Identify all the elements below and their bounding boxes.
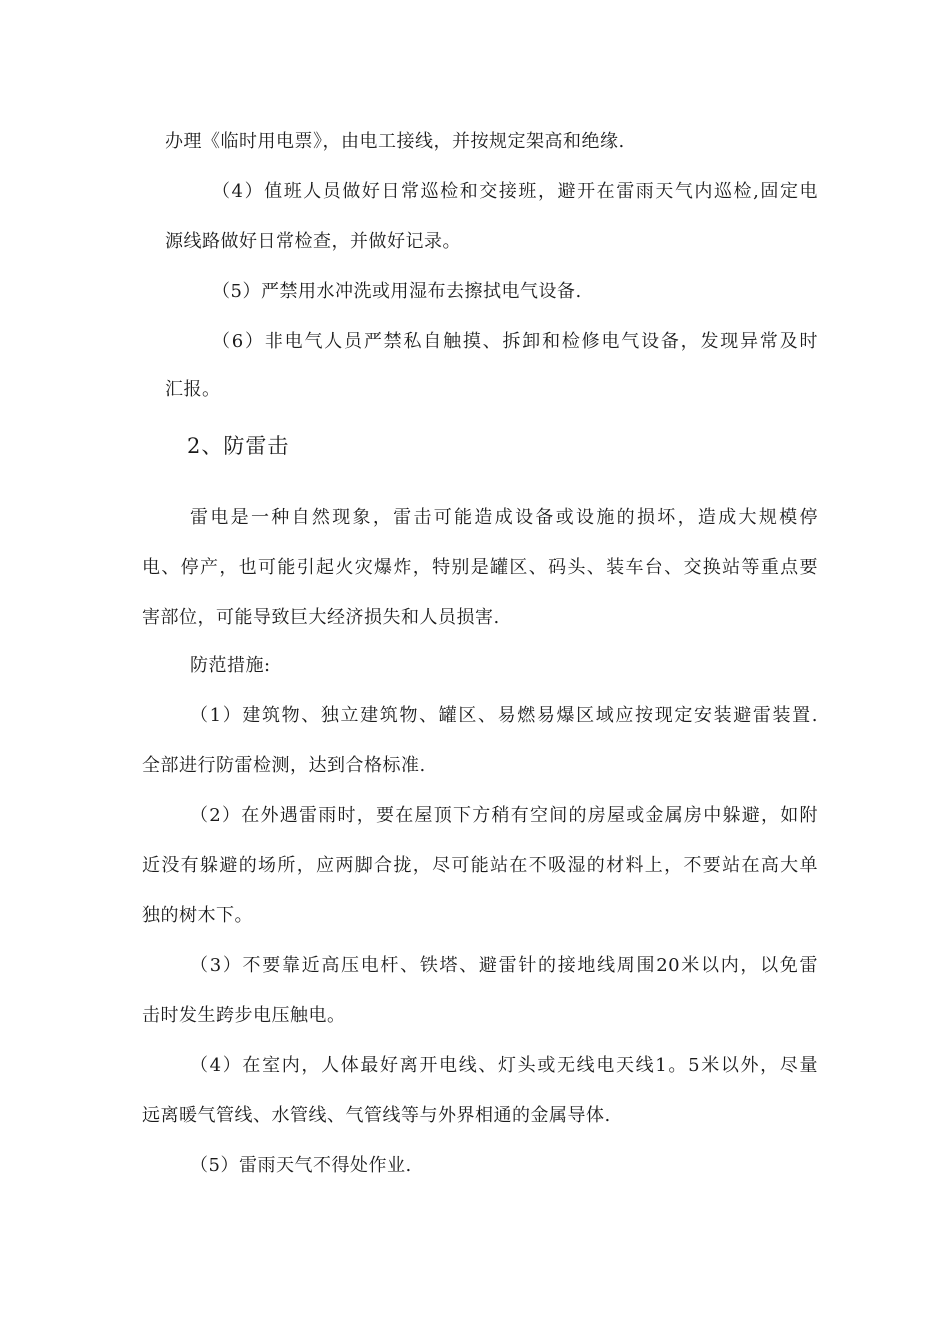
- paragraph-line: 害部位，可能导致巨大经济损失和人员损害.: [142, 607, 500, 628]
- paragraph-line: 防范措施:: [190, 655, 271, 676]
- paragraph-line: 近没有躲避的场所，应两脚合拢，尽可能站在不吸湿的材料上，不要站在高大单: [142, 855, 818, 876]
- paragraph-line: 击时发生跨步电压触电。: [142, 1005, 346, 1026]
- paragraph-line: 独的树木下。: [142, 905, 253, 926]
- paragraph-line: （5）雷雨天气不得处作业.: [190, 1155, 412, 1176]
- paragraph-line: （4）在室内，人体最好离开电线、灯头或无线电天线1。5米以外，尽量: [190, 1055, 818, 1076]
- paragraph-line: （2）在外遇雷雨时，要在屋顶下方稍有空间的房屋或金属房中躲避，如附: [190, 805, 818, 826]
- paragraph-line: （6）非电气人员严禁私自触摸、拆卸和检修电气设备，发现异常及时: [212, 331, 818, 352]
- paragraph-line: 远离暖气管线、水管线、气管线等与外界相通的金属导体.: [142, 1105, 611, 1126]
- paragraph-line: 雷电是一种自然现象，雷击可能造成设备或设施的损坏，造成大规模停: [190, 507, 818, 528]
- paragraph-line: 汇报。: [165, 379, 221, 400]
- paragraph-line: （3）不要靠近高压电杆、铁塔、避雷针的接地线周围20米以内，以免雷: [190, 955, 818, 976]
- paragraph-line: （4）值班人员做好日常巡检和交接班，避开在雷雨天气内巡检,固定电: [212, 181, 818, 202]
- paragraph-line: （1）建筑物、独立建筑物、罐区、易燃易爆区域应按现定安装避雷装置.: [190, 705, 818, 726]
- section-heading: 2、防雷击: [187, 434, 290, 458]
- paragraph-line: （5）严禁用水冲洗或用湿布去擦拭电气设备.: [212, 281, 582, 302]
- paragraph-line: 电、停产，也可能引起火灾爆炸，特别是罐区、码头、装车台、交换站等重点要: [142, 557, 818, 578]
- paragraph-line: 源线路做好日常检查，并做好记录。: [165, 231, 461, 252]
- paragraph-line: 全部进行防雷检测，达到合格标准.: [142, 755, 426, 776]
- paragraph-line: 办理《临时用电票》，由电工接线，并按规定架高和绝缘.: [165, 131, 625, 152]
